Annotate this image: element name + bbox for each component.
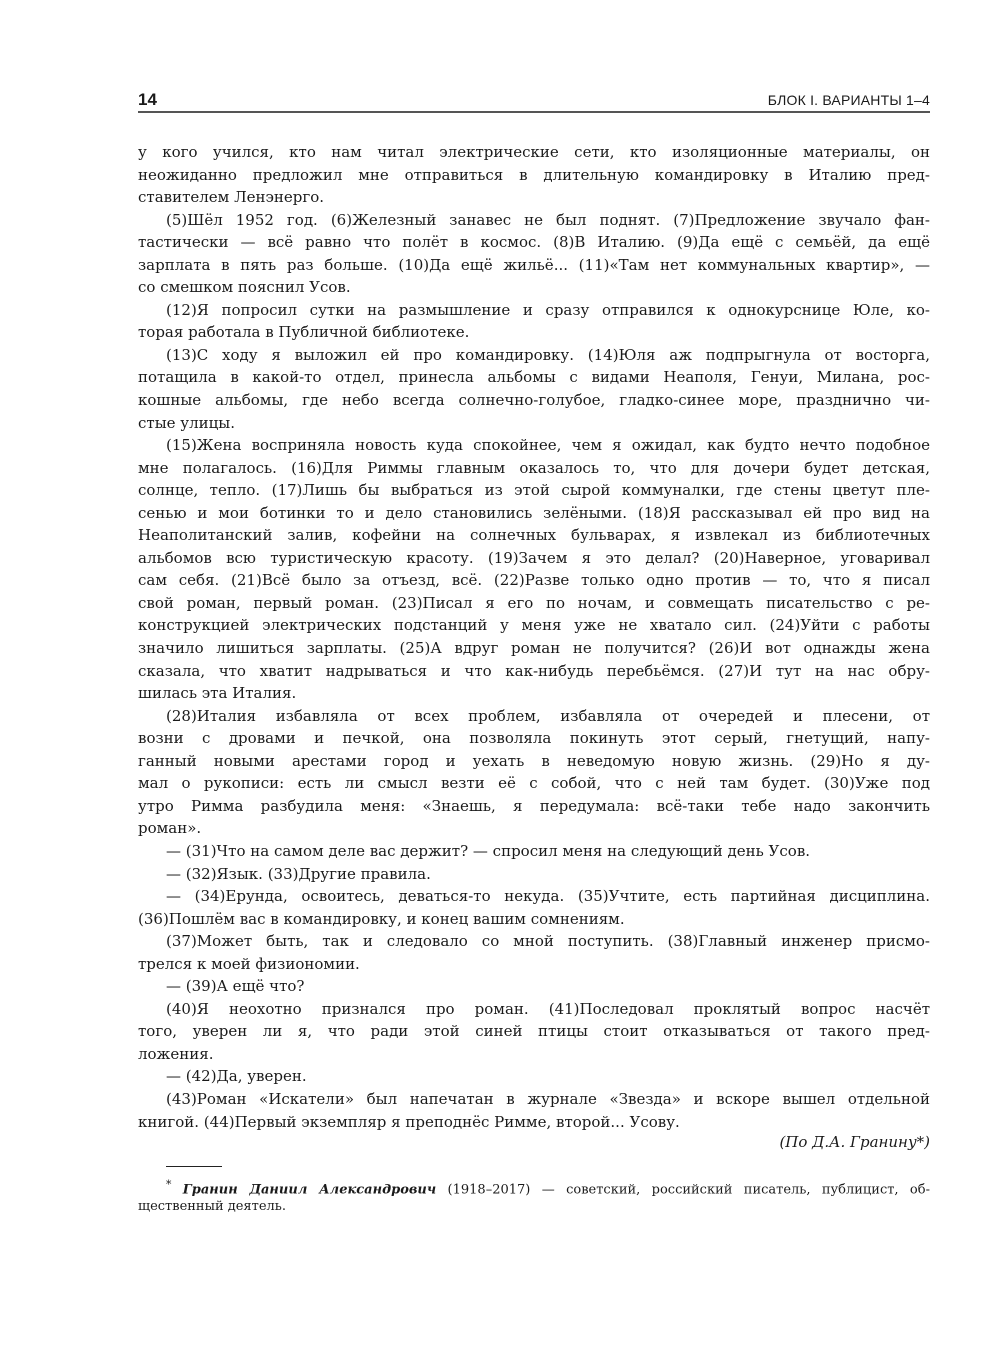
paragraph bbox=[138, 863, 930, 886]
text-line: ганный новыми арестами город и уехать в неведомую новую жизнь. (29)Но я ду- bbox=[138, 751, 930, 770]
paragraph bbox=[138, 1065, 930, 1088]
text-line: — (34)Ерунда, освоитесь, деваться-то некуда. (35)Учтите, есть партийная дисциплина. bbox=[166, 887, 930, 906]
text-line: торая работала в Публичной библиотеке. bbox=[138, 323, 470, 342]
paragraph bbox=[138, 930, 930, 975]
text-line: мне полагалось. (16)Для Риммы главным оказалось то, что для дочери будет детская, bbox=[138, 458, 930, 477]
text-line: значило лишиться зарплаты. (25)А вдруг роман не получится? (26)И вот однажды жена bbox=[138, 639, 930, 658]
paragraph bbox=[138, 885, 930, 930]
text-line: стые улицы. bbox=[138, 413, 235, 432]
text-line: книгой. (44)Первый экземпляр я преподнёс Римме, второй... Усову. bbox=[138, 1112, 680, 1131]
paragraph bbox=[138, 209, 930, 299]
footnote-line bbox=[138, 1174, 930, 1196]
text-line: (43)Роман «Искатели» был напечатан в журнале «Звезда» и вскоре вышел отдельной bbox=[166, 1089, 930, 1108]
text-line: потащила в какой-то отдел, принесла альбомы с видами Неаполя, Генуи, Милана, рос- bbox=[138, 368, 930, 387]
text-line: сенью и мои ботинки то и дело становились зелёными. (18)Я рассказывал ей про вид на bbox=[138, 503, 930, 522]
text-line: сам себя. (21)Всё было за отъезд, всё. (22)Разве только одно против — то, что я писал bbox=[138, 571, 930, 590]
text-line: мал о рукописи: есть ли смысл везти её с собой, что с ней там будет. (30)Уже под bbox=[138, 774, 930, 793]
paragraph bbox=[138, 299, 930, 344]
header-title: БЛОК I. ВАРИАНТЫ 1–4 bbox=[767, 92, 930, 108]
text-line: неожиданно предложил мне отправиться в длительную командировку в Италию пред- bbox=[138, 165, 930, 184]
footnote-text: (1918–2017) — советский, российский писатель, публицист, об- bbox=[447, 1182, 930, 1198]
paragraph bbox=[138, 344, 930, 434]
text-line: солнце, тепло. (17)Лишь бы выбраться из этой сырой коммуналки, где стены цветут пле- bbox=[138, 481, 930, 500]
text-line: того, уверен ли я, что ради этой синей птицы стоит отказываться от такого пред- bbox=[138, 1022, 930, 1041]
paragraph bbox=[138, 1088, 930, 1133]
paragraph bbox=[138, 705, 930, 840]
text-line: — (32)Язык. (33)Другие правила. bbox=[166, 864, 431, 883]
text-line: тастически — всё равно что полёт в космос. (8)В Италию. (9)Да ещё с семьёй, да ещё bbox=[138, 233, 930, 252]
text-line: шилась эта Италия. bbox=[138, 684, 297, 703]
text-line: Неаполитанский залив, кофейни на солнечных бульварах, я извлекал из библиотечных bbox=[138, 526, 930, 545]
text-line: (36)Пошлём вас в командировку, и конец вашим сомнениям. bbox=[138, 909, 625, 928]
paragraph bbox=[138, 998, 930, 1066]
text-line: зарплата в пять раз больше. (10)Да ещё жильё... (11)«Там нет коммунальных квартир», — bbox=[138, 255, 930, 274]
text-line: у кого учился, кто нам читал электрические сети, кто изоляционные материалы, он bbox=[138, 143, 930, 161]
text-line: (40)Я неохотно признался про роман. (41)Последовал проклятый вопрос насчёт bbox=[166, 999, 930, 1018]
text-line: ставителем Ленэнерго. bbox=[138, 188, 325, 207]
text-line: со смешком пояснил Усов. bbox=[138, 278, 351, 297]
main-text bbox=[138, 141, 930, 1133]
text-line: (28)Италия избавляла от всех проблем, избавляла от очередей и плесени, от bbox=[166, 706, 930, 725]
attribution: (По Д.А. Гранину*) bbox=[779, 1133, 930, 1151]
text-line: (15)Жена восприняла новость куда спокойнее, чем я ожидал, как будто нечто подобное bbox=[166, 436, 930, 455]
text-line: ложения. bbox=[138, 1044, 214, 1063]
footnote bbox=[138, 1174, 930, 1218]
text-line: роман». bbox=[138, 819, 202, 838]
text-line: — (39)А ещё что? bbox=[166, 977, 305, 996]
paragraph bbox=[138, 434, 930, 705]
text-line: конструкцией электрических подстанций у меня уже не хватало сил. (24)Уйти с работы bbox=[138, 616, 930, 635]
paragraph bbox=[138, 141, 930, 209]
text-line: (13)С ходу я выложил ей про командировку. (14)Юля аж подпрыгнула от восторга, bbox=[166, 345, 930, 364]
text-line: трелся к моей физиономии. bbox=[138, 954, 360, 973]
text-line: возни с дровами и печкой, она позволяла покинуть этот серый, гнетущий, напу- bbox=[138, 729, 930, 748]
text-line: (37)Может быть, так и следовало со мной поступить. (38)Главный инженер присмо- bbox=[166, 932, 930, 951]
text-line: свой роман, первый роман. (23)Писал я его по ночам, и совмещать писательство с ре- bbox=[138, 593, 930, 612]
footnote-marker: * bbox=[166, 1178, 172, 1191]
text-line: кошные альбомы, где небо всегда солнечно-голубое, гладко-синее море, празднично чи- bbox=[138, 391, 930, 410]
text-line: сказала, что хватит надрываться и что как-нибудь перебьёмся. (27)И тут на нас обру- bbox=[138, 661, 930, 680]
footnote-line: щественный деятель. bbox=[138, 1199, 286, 1214]
header-divider bbox=[138, 111, 930, 113]
text-line: (5)Шёл 1952 год. (6)Железный занавес не был поднят. (7)Предложение звучало фан- bbox=[166, 210, 930, 229]
running-header bbox=[138, 88, 930, 112]
footnote-author-name: Гранин Даниил Александрович bbox=[182, 1182, 437, 1198]
text-line: (12)Я попросил сутки на размышление и сразу отправился к однокурснице Юле, ко- bbox=[166, 300, 930, 319]
page-number: 14 bbox=[138, 90, 157, 109]
paragraph bbox=[138, 975, 930, 998]
footnote-divider bbox=[166, 1166, 222, 1167]
text-line: — (31)Что на самом деле вас держит? — спросил меня на следующий день Усов. bbox=[166, 841, 811, 860]
text-line: утро Римма разбудила меня: «Знаешь, я передумала: всё-таки тебе надо закончить bbox=[138, 796, 930, 815]
paragraph bbox=[138, 840, 930, 863]
text-line: альбомов всю туристическую красоту. (19)Зачем я это делал? (20)Наверное, уговаривал bbox=[138, 548, 930, 567]
text-line: — (42)Да, уверен. bbox=[166, 1067, 307, 1086]
